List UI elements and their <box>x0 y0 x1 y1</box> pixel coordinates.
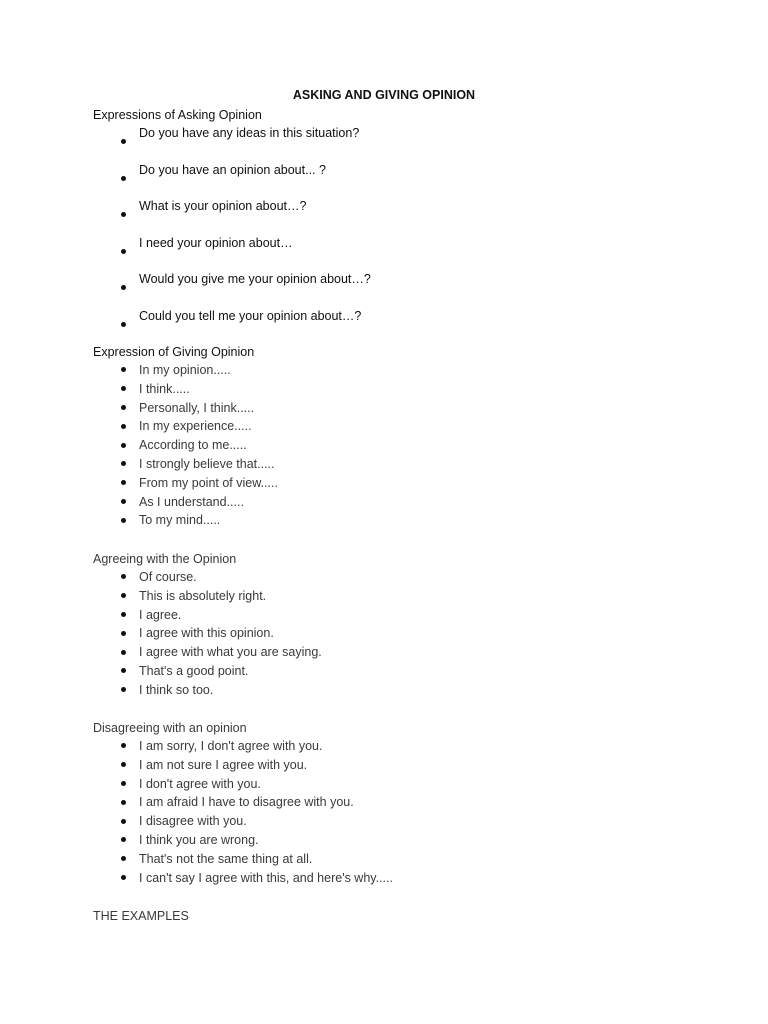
list-item: To my mind..... <box>93 511 733 530</box>
list-item: Could you tell me your opinion about…? <box>93 307 733 344</box>
bullet-icon <box>121 212 126 217</box>
list-item: I strongly believe that..... <box>93 455 733 474</box>
bullet-icon <box>121 285 126 290</box>
bullet-icon <box>121 781 126 786</box>
bullet-icon <box>121 593 126 598</box>
bullet-icon <box>121 819 126 824</box>
document-title: ASKING AND GIVING OPINION <box>292 88 476 102</box>
bullet-icon <box>121 443 126 448</box>
disagreeing-section <box>93 719 733 887</box>
bullet-icon <box>121 650 126 655</box>
giving-opinion-heading: Expression of Giving Opinion <box>93 345 255 359</box>
list-item: From my point of view..... <box>93 474 733 493</box>
list-item: I need your opinion about… <box>93 234 733 271</box>
list-item: I think so too. <box>93 681 733 700</box>
examples-section <box>93 907 733 925</box>
bullet-icon <box>121 139 126 144</box>
list-item: That's a good point. <box>93 662 733 681</box>
list-item: Would you give me your opinion about…? <box>93 270 733 307</box>
disagreeing-heading: Disagreeing with an opinion <box>93 721 247 735</box>
giving-opinion-section <box>93 343 733 530</box>
bullet-icon <box>121 856 126 861</box>
list-item: I agree with what you are saying. <box>93 643 733 662</box>
list-item: Personally, I think..... <box>93 399 733 418</box>
bullet-icon <box>121 322 126 327</box>
bullet-icon <box>121 668 126 673</box>
list-item: What is your opinion about…? <box>93 197 733 234</box>
list-item: I don't agree with you. <box>93 775 733 794</box>
bullet-icon <box>121 424 126 429</box>
list-item: I am afraid I have to disagree with you. <box>93 793 733 812</box>
list-item: I think..... <box>93 380 733 399</box>
bullet-icon <box>121 762 126 767</box>
list-item: I agree with this opinion. <box>93 624 733 643</box>
giving-opinion-list <box>93 361 733 530</box>
bullet-icon <box>121 875 126 880</box>
bullet-icon <box>121 631 126 636</box>
list-item: I think you are wrong. <box>93 831 733 850</box>
bullet-icon <box>121 743 126 748</box>
list-item: As I understand..... <box>93 493 733 512</box>
disagreeing-list <box>93 737 733 887</box>
list-item: I can't say I agree with this, and here's why..... <box>93 869 733 888</box>
list-item: Do you have an opinion about... ? <box>93 161 733 198</box>
agreeing-heading: Agreeing with the Opinion <box>93 552 237 566</box>
bullet-icon <box>121 249 126 254</box>
bullet-icon <box>121 499 126 504</box>
list-item: According to me..... <box>93 436 733 455</box>
agreeing-list <box>93 568 733 700</box>
bullet-icon <box>121 687 126 692</box>
bullet-icon <box>121 837 126 842</box>
list-item: Of course. <box>93 568 733 587</box>
asking-opinion-list <box>93 124 733 343</box>
list-item: I agree. <box>93 606 733 625</box>
asking-opinion-section <box>93 106 733 343</box>
list-item: This is absolutely right. <box>93 587 733 606</box>
examples-heading: THE EXAMPLES <box>93 909 189 923</box>
list-item: That's not the same thing at all. <box>93 850 733 869</box>
bullet-icon <box>121 461 126 466</box>
agreeing-section <box>93 550 733 700</box>
list-item: I am sorry, I don't agree with you. <box>93 737 733 756</box>
bullet-icon <box>121 405 126 410</box>
list-item: In my opinion..... <box>93 361 733 380</box>
asking-opinion-heading: Expressions of Asking Opinion <box>93 108 262 122</box>
list-item: Do you have any ideas in this situation? <box>93 124 733 161</box>
bullet-icon <box>121 386 126 391</box>
bullet-icon <box>121 176 126 181</box>
bullet-icon <box>121 518 126 523</box>
bullet-icon <box>121 800 126 805</box>
list-item: I am not sure I agree with you. <box>93 756 733 775</box>
bullet-icon <box>121 612 126 617</box>
bullet-icon <box>121 480 126 485</box>
list-item: In my experience..... <box>93 417 733 436</box>
list-item: I disagree with you. <box>93 812 733 831</box>
bullet-icon <box>121 367 126 372</box>
bullet-icon <box>121 574 126 579</box>
